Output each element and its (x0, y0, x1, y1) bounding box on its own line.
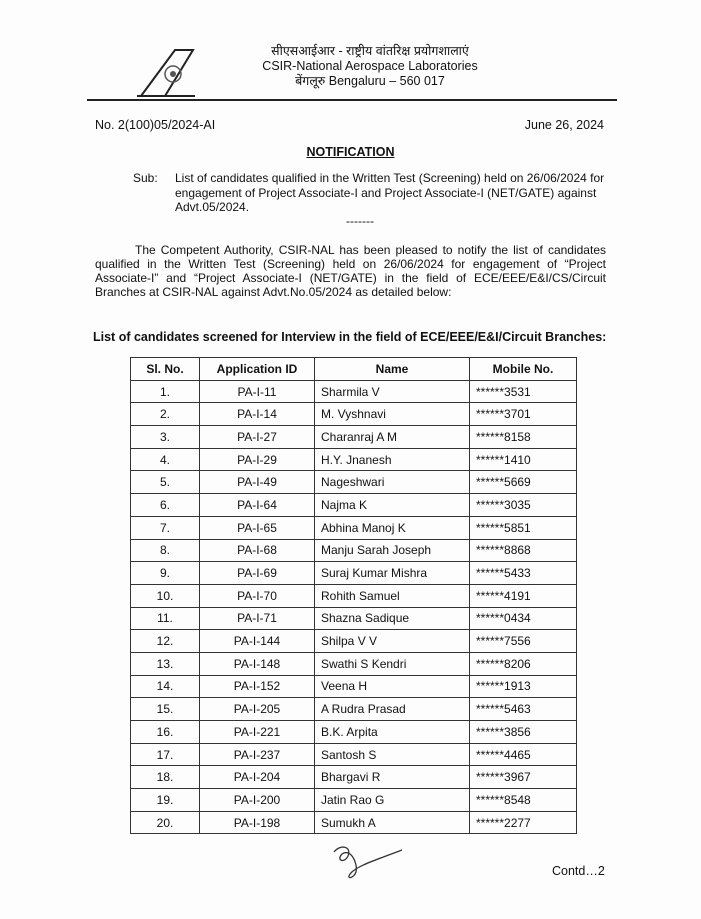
cell-application-id: PA-I-29 (200, 448, 315, 471)
cell-sl-no: 20. (131, 811, 200, 834)
cell-sl-no: 18. (131, 766, 200, 789)
cell-mobile-no: ******3967 (470, 766, 577, 789)
cell-name: Sumukh A (315, 811, 470, 834)
cell-mobile-no: ******4191 (470, 584, 577, 607)
cell-application-id: PA-I-69 (200, 562, 315, 585)
header-application-id: Application ID (200, 358, 315, 381)
cell-application-id: PA-I-27 (200, 426, 315, 449)
cell-mobile-no: ******2277 (470, 811, 577, 834)
cell-name: Nageshwari (315, 471, 470, 494)
list-heading: List of candidates screened for Interview in the field of ECE/EEE/E&I/Circuit Branches: (93, 330, 607, 344)
notification-date: June 26, 2024 (524, 118, 604, 132)
candidates-table (130, 357, 577, 834)
cell-sl-no: 14. (131, 675, 200, 698)
table-row (131, 811, 577, 834)
letterhead (240, 44, 500, 89)
table-row (131, 607, 577, 630)
cell-sl-no: 7. (131, 516, 200, 539)
cell-sl-no: 10. (131, 584, 200, 607)
cell-sl-no: 2. (131, 403, 200, 426)
cell-sl-no: 16. (131, 721, 200, 744)
table-row (131, 584, 577, 607)
table-row (131, 380, 577, 403)
cell-name: Jatin Rao G (315, 789, 470, 812)
cell-name: M. Vyshnavi (315, 403, 470, 426)
cell-application-id: PA-I-221 (200, 721, 315, 744)
cell-application-id: PA-I-49 (200, 471, 315, 494)
cell-name: Rohith Samuel (315, 584, 470, 607)
cell-name: Najma K (315, 494, 470, 517)
cell-name: Shazna Sadique (315, 607, 470, 630)
header-sl-no: Sl. No. (131, 358, 200, 381)
cell-sl-no: 3. (131, 426, 200, 449)
cell-application-id: PA-I-144 (200, 630, 315, 653)
cell-sl-no: 9. (131, 562, 200, 585)
cell-sl-no: 19. (131, 789, 200, 812)
cell-application-id: PA-I-204 (200, 766, 315, 789)
table-row (131, 789, 577, 812)
cell-mobile-no: ******8158 (470, 426, 577, 449)
cell-mobile-no: ******4465 (470, 743, 577, 766)
cell-sl-no: 13. (131, 652, 200, 675)
table-row (131, 562, 577, 585)
cell-application-id: PA-I-64 (200, 494, 315, 517)
notification-title: NOTIFICATION (306, 145, 395, 159)
cell-sl-no: 4. (131, 448, 200, 471)
cell-application-id: PA-I-198 (200, 811, 315, 834)
cell-application-id: PA-I-68 (200, 539, 315, 562)
reference-number: No. 2(100)05/2024-AI (95, 118, 216, 132)
header-name: Name (315, 358, 470, 381)
table-row (131, 675, 577, 698)
cell-mobile-no: ******8868 (470, 539, 577, 562)
table-row (131, 698, 577, 721)
cell-mobile-no: ******8548 (470, 789, 577, 812)
cell-sl-no: 11. (131, 607, 200, 630)
cell-name: Charanraj A M (315, 426, 470, 449)
cell-mobile-no: ******5433 (470, 562, 577, 585)
cell-sl-no: 1. (131, 380, 200, 403)
cell-application-id: PA-I-65 (200, 516, 315, 539)
cell-mobile-no: ******3035 (470, 494, 577, 517)
cell-mobile-no: ******0434 (470, 607, 577, 630)
cell-name: Bhargavi R (315, 766, 470, 789)
cell-name: A Rudra Prasad (315, 698, 470, 721)
cell-application-id: PA-I-152 (200, 675, 315, 698)
cell-application-id: PA-I-148 (200, 652, 315, 675)
cell-name: B.K. Arpita (315, 721, 470, 744)
cell-name: Suraj Kumar Mishra (315, 562, 470, 585)
org-address: बेंगलूरु Bengaluru – 560 017 (295, 74, 445, 88)
cell-mobile-no: ******8206 (470, 652, 577, 675)
cell-application-id: PA-I-205 (200, 698, 315, 721)
cell-application-id: PA-I-237 (200, 743, 315, 766)
org-name: CSIR-National Aerospace Laboratories (262, 59, 478, 73)
table-row (131, 516, 577, 539)
table-row (131, 652, 577, 675)
header-divider (87, 99, 617, 101)
table-row (131, 721, 577, 744)
cell-application-id: PA-I-11 (200, 380, 315, 403)
signature-icon (326, 842, 406, 882)
cell-application-id: PA-I-200 (200, 789, 315, 812)
cell-mobile-no: ******3701 (470, 403, 577, 426)
table-row (131, 426, 577, 449)
cell-sl-no: 8. (131, 539, 200, 562)
cell-mobile-no: ******1410 (470, 448, 577, 471)
table-row (131, 539, 577, 562)
body-paragraph: The Competent Authority, CSIR-NAL has been pleased to notify the list of candidates qualified in the Written Test (Screening) held on 26/06/2024 for engagement of “Project Associate-I” and “Project Associate-I (NET/GATE) in the field of ECE/EEE/E&I/CS/Circuit Branches at CSIR-NAL against Advt.No.05/2024 as detailed below: (95, 243, 606, 299)
table-header-row (131, 358, 577, 381)
cell-name: Abhina Manoj K (315, 516, 470, 539)
table-row (131, 743, 577, 766)
table-row (131, 630, 577, 653)
table-row (131, 403, 577, 426)
cell-name: Shilpa V V (315, 630, 470, 653)
subject-divider: ------- (346, 214, 374, 228)
cell-mobile-no: ******5669 (470, 471, 577, 494)
table-row (131, 471, 577, 494)
cell-sl-no: 5. (131, 471, 200, 494)
continued-note: Contd…2 (552, 864, 605, 878)
cell-name: Swathi S Kendri (315, 652, 470, 675)
cell-mobile-no: ******5851 (470, 516, 577, 539)
table-row (131, 494, 577, 517)
hindi-org-name: सीएसआईआर - राष्ट्रीय वांतरिक्ष प्रयोगशालाएं (271, 44, 469, 58)
cell-name: Veena H (315, 675, 470, 698)
cell-mobile-no: ******1913 (470, 675, 577, 698)
cell-mobile-no: ******3856 (470, 721, 577, 744)
cell-sl-no: 6. (131, 494, 200, 517)
cell-sl-no: 12. (131, 630, 200, 653)
cell-sl-no: 15. (131, 698, 200, 721)
cell-mobile-no: ******7556 (470, 630, 577, 653)
table-row (131, 766, 577, 789)
cell-mobile-no: ******3531 (470, 380, 577, 403)
cell-name: Sharmila V (315, 380, 470, 403)
cell-name: Manju Sarah Joseph (315, 539, 470, 562)
cell-application-id: PA-I-14 (200, 403, 315, 426)
cell-name: H.Y. Jnanesh (315, 448, 470, 471)
notification-title-wrap (0, 145, 701, 159)
cell-mobile-no: ******5463 (470, 698, 577, 721)
header-mobile-no: Mobile No. (470, 358, 577, 381)
cell-application-id: PA-I-70 (200, 584, 315, 607)
cell-sl-no: 17. (131, 743, 200, 766)
cell-name: Santosh S (315, 743, 470, 766)
nal-logo-icon (135, 44, 197, 100)
subject-label: Sub: (133, 171, 158, 185)
table-row (131, 448, 577, 471)
cell-application-id: PA-I-71 (200, 607, 315, 630)
subject-text: List of candidates qualified in the Written Test (Screening) held on 26/06/2024 for engagement of Project Associate-I and Project Associate-I (NET/GATE) against Advt.05/2024. (175, 171, 605, 214)
